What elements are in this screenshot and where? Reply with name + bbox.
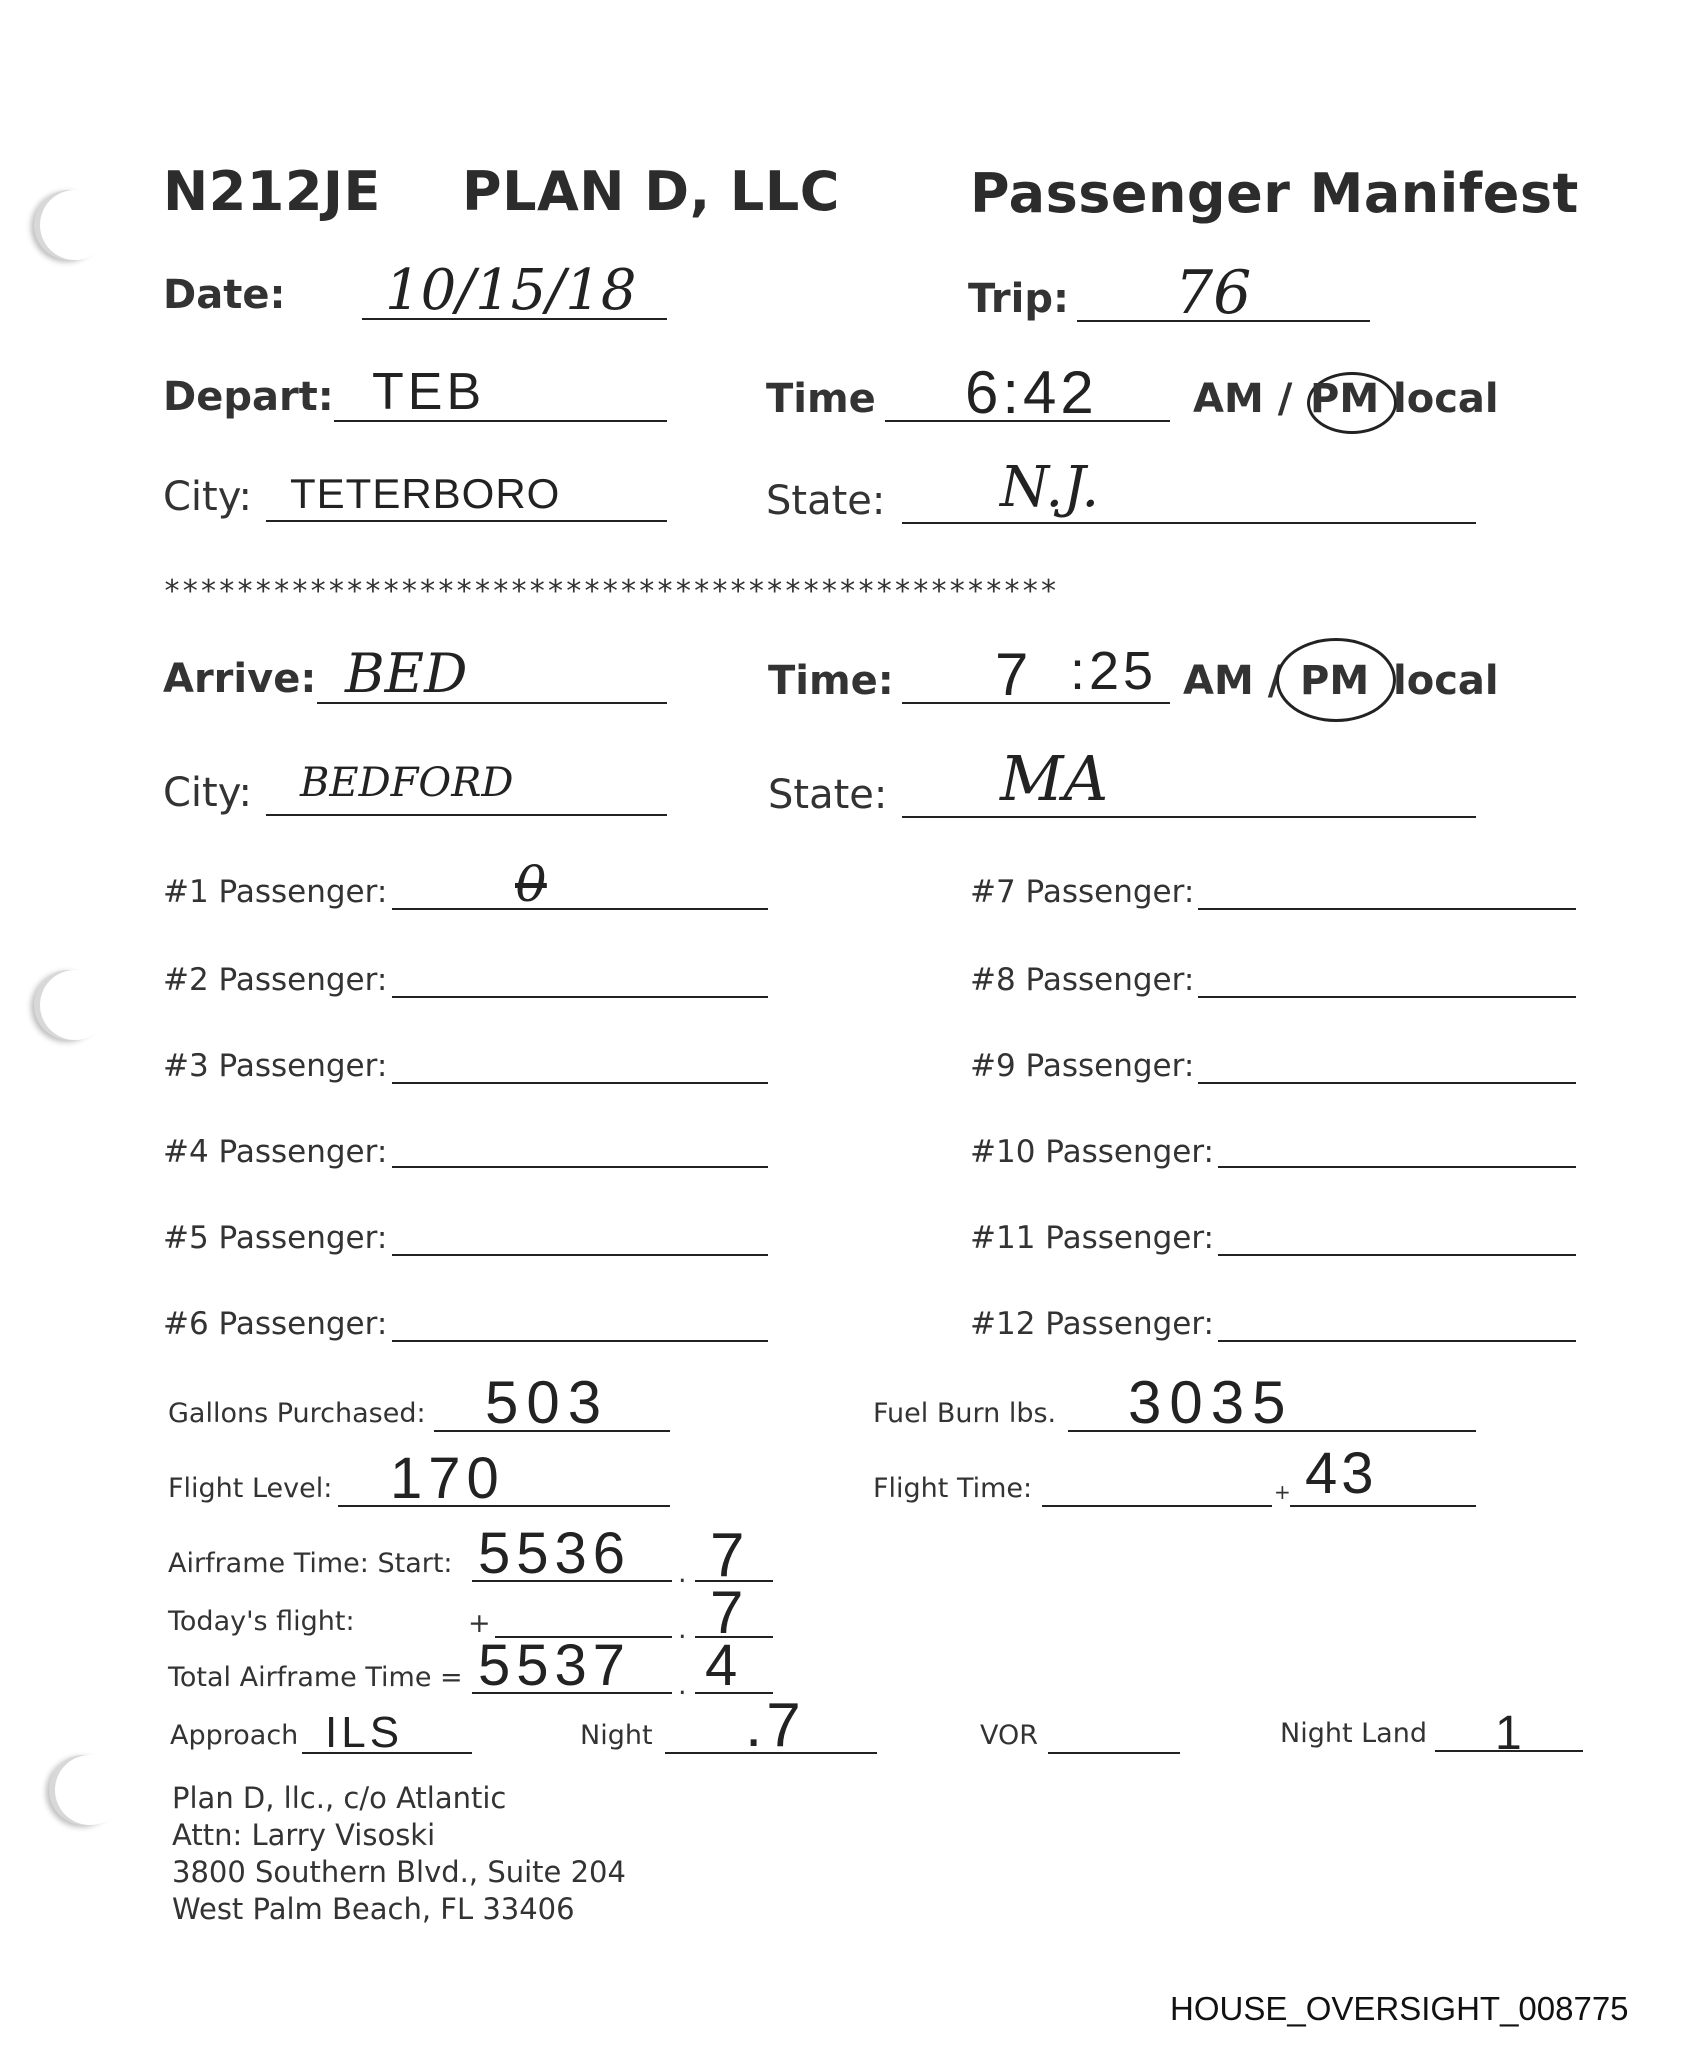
- vor-label: VOR: [980, 1720, 1039, 1751]
- total-airframe-dot: .: [678, 1670, 687, 1701]
- address-line-3: 3800 Southern Blvd., Suite 204: [172, 1855, 626, 1889]
- arrive-state-field[interactable]: [902, 816, 1476, 818]
- depart-am-label: AM /: [1193, 376, 1293, 422]
- address-line-2: Attn: Larry Visoski: [172, 1818, 436, 1852]
- airframe-start-label: Airframe Time: Start:: [168, 1548, 453, 1579]
- passenger-4-field[interactable]: [392, 1166, 768, 1168]
- depart-time-value: 6:42: [965, 359, 1098, 426]
- airframe-start-dec: 7: [710, 1521, 749, 1590]
- passenger-7-field[interactable]: [1198, 908, 1576, 910]
- depart-label: Depart:: [163, 374, 334, 420]
- night-land-value: 1: [1495, 1707, 1526, 1760]
- depart-city-label: City:: [163, 474, 252, 520]
- passenger-11-label: #11 Passenger:: [970, 1220, 1214, 1256]
- arrive-time-field[interactable]: [902, 702, 1170, 704]
- address-line-1: Plan D, llc., c/o Atlantic: [172, 1781, 507, 1815]
- airframe-start-dot: .: [678, 1558, 687, 1589]
- depart-time-label: Time: [766, 376, 876, 422]
- arrive-city-value: BEDFORD: [300, 760, 514, 806]
- approach-label: Approach: [170, 1720, 299, 1751]
- passenger-8-field[interactable]: [1198, 996, 1576, 998]
- arrive-am-label: AM /: [1183, 658, 1283, 704]
- gallons-value: 503: [485, 1369, 610, 1436]
- gallons-label: Gallons Purchased:: [168, 1398, 426, 1429]
- punch-hole-top: [40, 190, 110, 260]
- today-flight-dot: .: [678, 1614, 687, 1645]
- arrive-time-label: Time:: [768, 658, 894, 704]
- today-flight-plus: +: [468, 1608, 491, 1639]
- arrive-value: BED: [345, 642, 468, 705]
- depart-local-label: local: [1393, 376, 1499, 422]
- company-name: PLAN D, LLC: [462, 160, 840, 223]
- arrive-state-value: MA: [1000, 742, 1109, 815]
- arrive-local-label: local: [1393, 658, 1499, 704]
- passenger-12-field[interactable]: [1218, 1340, 1576, 1342]
- arrive-state-label: State:: [768, 772, 888, 818]
- passenger-5-label: #5 Passenger:: [163, 1220, 388, 1256]
- passenger-3-label: #3 Passenger:: [163, 1048, 388, 1084]
- depart-state-value: N.J.: [1000, 455, 1100, 520]
- arrive-city-field[interactable]: [266, 814, 667, 816]
- arrive-pm-label: PM: [1300, 658, 1370, 704]
- depart-city-field[interactable]: [266, 520, 667, 522]
- flight-level-value: 170: [390, 1446, 505, 1511]
- passenger-1-value: 0: [515, 855, 547, 913]
- flight-time-plus: +: [1274, 1480, 1291, 1504]
- flight-time-value: 43: [1305, 1441, 1378, 1506]
- document-id: HOUSE_OVERSIGHT_008775: [1170, 1990, 1629, 2027]
- passenger-6-field[interactable]: [392, 1340, 768, 1342]
- flight-time-label: Flight Time:: [873, 1473, 1033, 1504]
- trip-label: Trip:: [968, 276, 1069, 322]
- punch-hole-bottom: [55, 1755, 125, 1825]
- passenger-6-label: #6 Passenger:: [163, 1306, 388, 1342]
- arrive-time-hour: 7: [995, 641, 1033, 708]
- passenger-10-label: #10 Passenger:: [970, 1134, 1214, 1170]
- passenger-3-field[interactable]: [392, 1082, 768, 1084]
- passenger-2-label: #2 Passenger:: [163, 962, 388, 998]
- total-airframe-dec: 4: [705, 1633, 742, 1698]
- depart-state-field[interactable]: [902, 522, 1476, 524]
- today-flight-dec: 7: [710, 1579, 748, 1646]
- passenger-8-label: #8 Passenger:: [970, 962, 1195, 998]
- arrive-city-label: City:: [163, 770, 252, 816]
- vor-field[interactable]: [1048, 1752, 1180, 1754]
- fuel-burn-value: 3035: [1128, 1369, 1294, 1436]
- date-label: Date:: [163, 272, 286, 318]
- flight-level-label: Flight Level:: [168, 1473, 333, 1504]
- night-value: .7: [745, 1691, 805, 1760]
- arrive-label: Arrive:: [163, 656, 317, 702]
- address-line-4: West Palm Beach, FL 33406: [172, 1892, 575, 1926]
- passenger-9-field[interactable]: [1198, 1082, 1576, 1084]
- page-title: Passenger Manifest: [970, 162, 1579, 225]
- passenger-11-field[interactable]: [1218, 1254, 1576, 1256]
- today-flight-label: Today's flight:: [168, 1606, 355, 1637]
- separator-stars: *************************************************: [163, 574, 1058, 609]
- airframe-start-whole: 5536: [478, 1521, 632, 1586]
- trip-value: 76: [1175, 258, 1252, 328]
- passenger-10-field[interactable]: [1218, 1166, 1576, 1168]
- depart-pm-label: PM: [1310, 376, 1380, 422]
- passenger-5-field[interactable]: [392, 1254, 768, 1256]
- passenger-9-label: #9 Passenger:: [970, 1048, 1195, 1084]
- depart-state-label: State:: [766, 478, 886, 524]
- address-block: [172, 1780, 626, 1928]
- night-label: Night: [580, 1720, 653, 1751]
- passenger-2-field[interactable]: [392, 996, 768, 998]
- total-airframe-whole: 5537: [478, 1633, 632, 1698]
- depart-value: TEB: [372, 363, 486, 421]
- date-value: 10/15/18: [385, 258, 637, 323]
- night-land-label: Night Land: [1280, 1718, 1427, 1749]
- passenger-4-label: #4 Passenger:: [163, 1134, 388, 1170]
- punch-hole-middle: [40, 970, 110, 1040]
- fuel-burn-label: Fuel Burn lbs.: [873, 1398, 1057, 1429]
- tail-number: N212JE: [163, 160, 381, 223]
- depart-city-value: TETERBORO: [290, 470, 561, 517]
- passenger-1-field[interactable]: [392, 908, 768, 910]
- approach-value: ILS: [325, 1708, 404, 1757]
- passenger-7-label: #7 Passenger:: [970, 874, 1195, 910]
- passenger-1-label: #1 Passenger:: [163, 874, 388, 910]
- arrive-time-minutes: :25: [1070, 641, 1158, 701]
- flight-time-hours-field[interactable]: [1042, 1505, 1272, 1507]
- passenger-12-label: #12 Passenger:: [970, 1306, 1214, 1342]
- total-airframe-label: Total Airframe Time =: [168, 1662, 463, 1693]
